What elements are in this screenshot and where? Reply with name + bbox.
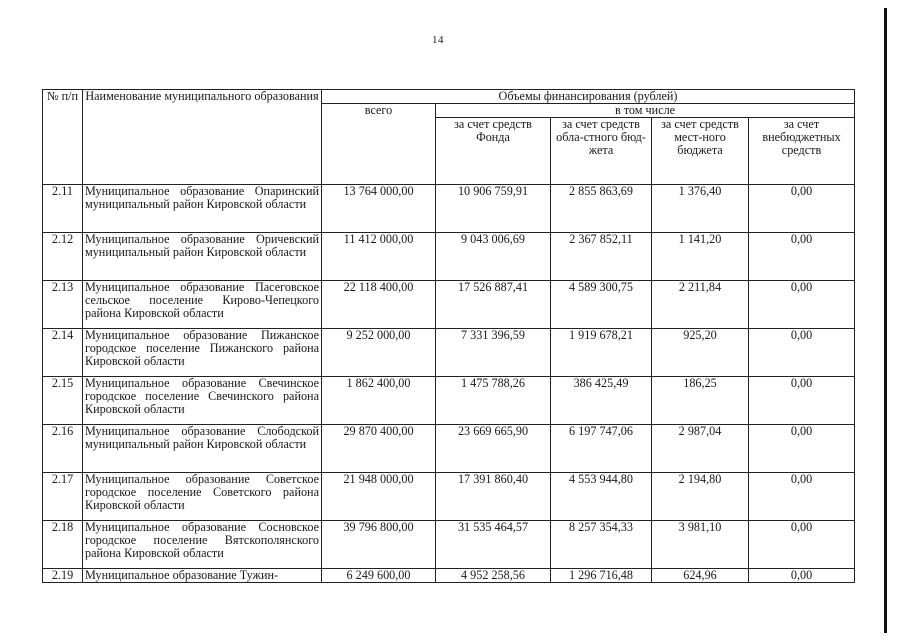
- amount-regional: 1 296 716,48: [551, 569, 652, 583]
- table-row: [43, 473, 855, 521]
- amount-local: 2 987,04: [652, 425, 749, 473]
- amount-local: 2 194,80: [652, 473, 749, 521]
- municipality-name: Муниципальное образование Пасеговское сельское поселение Кирово-Чепецкого района Кировской области: [83, 281, 322, 329]
- table-row: [43, 185, 855, 233]
- table-row: [43, 569, 855, 583]
- municipality-name: Муниципальное образование Советское городское поселение Советского района Кировской области: [83, 473, 322, 521]
- amount-regional: 2 367 852,11: [551, 233, 652, 281]
- header-extra: за счет внебюджетных средств: [749, 118, 855, 185]
- amount-regional: 4 589 300,75: [551, 281, 652, 329]
- table-row: [43, 521, 855, 569]
- amount-extra: 0,00: [749, 569, 855, 583]
- amount-regional: 6 197 747,06: [551, 425, 652, 473]
- table-row: [43, 425, 855, 473]
- amount-local: 186,25: [652, 377, 749, 425]
- amount-local: 1 141,20: [652, 233, 749, 281]
- amount-fund: 4 952 258,56: [436, 569, 551, 583]
- row-number: 2.16: [43, 425, 83, 473]
- amount-fund: 23 669 665,90: [436, 425, 551, 473]
- row-number: 2.11: [43, 185, 83, 233]
- amount-total: 39 796 800,00: [322, 521, 436, 569]
- municipality-name: Муниципальное образование Оричевский муниципальный район Кировской области: [83, 233, 322, 281]
- row-number: 2.12: [43, 233, 83, 281]
- amount-extra: 0,00: [749, 233, 855, 281]
- amount-extra: 0,00: [749, 377, 855, 425]
- municipality-name: Муниципальное образование Тужин-: [83, 569, 322, 583]
- amount-fund: 1 475 788,26: [436, 377, 551, 425]
- amount-total: 6 249 600,00: [322, 569, 436, 583]
- amount-local: 925,20: [652, 329, 749, 377]
- amount-local: 3 981,10: [652, 521, 749, 569]
- amount-regional: 4 553 944,80: [551, 473, 652, 521]
- header-regional: за счет средств обла-стного бюд-жета: [551, 118, 652, 185]
- amount-regional: 2 855 863,69: [551, 185, 652, 233]
- municipality-name: Муниципальное образование Опаринский муниципальный район Кировской области: [83, 185, 322, 233]
- amount-fund: 17 526 887,41: [436, 281, 551, 329]
- table-row: [43, 377, 855, 425]
- amount-fund: 7 331 396,59: [436, 329, 551, 377]
- amount-local: 1 376,40: [652, 185, 749, 233]
- amount-extra: 0,00: [749, 281, 855, 329]
- header-fund: за счет средств Фонда: [436, 118, 551, 185]
- amount-regional: 8 257 354,33: [551, 521, 652, 569]
- header-name: Наименование муниципального образования: [83, 90, 322, 185]
- amount-extra: 0,00: [749, 329, 855, 377]
- amount-fund: 17 391 860,40: [436, 473, 551, 521]
- amount-extra: 0,00: [749, 185, 855, 233]
- table-row: [43, 329, 855, 377]
- amount-total: 29 870 400,00: [322, 425, 436, 473]
- header-including: в том числе: [436, 104, 855, 118]
- header-total: всего: [322, 104, 436, 185]
- page-number: 14: [432, 34, 444, 46]
- municipality-name: Муниципальное образование Сосновское городское поселение Вятскополянского района Кировской области: [83, 521, 322, 569]
- page-edge-line: [884, 8, 887, 633]
- header-num: № п/п: [43, 90, 83, 185]
- financing-table: [42, 89, 855, 583]
- table-row: [43, 233, 855, 281]
- amount-local: 2 211,84: [652, 281, 749, 329]
- amount-fund: 10 906 759,91: [436, 185, 551, 233]
- municipality-name: Муниципальное образование Пижанское городское поселение Пижанского района Кировской области: [83, 329, 322, 377]
- amount-regional: 386 425,49: [551, 377, 652, 425]
- amount-local: 624,96: [652, 569, 749, 583]
- amount-total: 9 252 000,00: [322, 329, 436, 377]
- amount-total: 11 412 000,00: [322, 233, 436, 281]
- amount-total: 21 948 000,00: [322, 473, 436, 521]
- amount-total: 13 764 000,00: [322, 185, 436, 233]
- amount-extra: 0,00: [749, 521, 855, 569]
- row-number: 2.17: [43, 473, 83, 521]
- amount-extra: 0,00: [749, 473, 855, 521]
- amount-fund: 9 043 006,69: [436, 233, 551, 281]
- amount-extra: 0,00: [749, 425, 855, 473]
- municipality-name: Муниципальное образование Свечинское городское поселение Свечинского района Кировской области: [83, 377, 322, 425]
- row-number: 2.13: [43, 281, 83, 329]
- row-number: 2.18: [43, 521, 83, 569]
- table-row: [43, 281, 855, 329]
- amount-total: 22 118 400,00: [322, 281, 436, 329]
- row-number: 2.15: [43, 377, 83, 425]
- header-financing: Объемы финансирования (рублей): [322, 90, 855, 104]
- municipality-name: Муниципальное образование Слободской муниципальный район Кировской области: [83, 425, 322, 473]
- amount-regional: 1 919 678,21: [551, 329, 652, 377]
- row-number: 2.14: [43, 329, 83, 377]
- amount-fund: 31 535 464,57: [436, 521, 551, 569]
- row-number: 2.19: [43, 569, 83, 583]
- amount-total: 1 862 400,00: [322, 377, 436, 425]
- header-local: за счет средств мест-ного бюджета: [652, 118, 749, 185]
